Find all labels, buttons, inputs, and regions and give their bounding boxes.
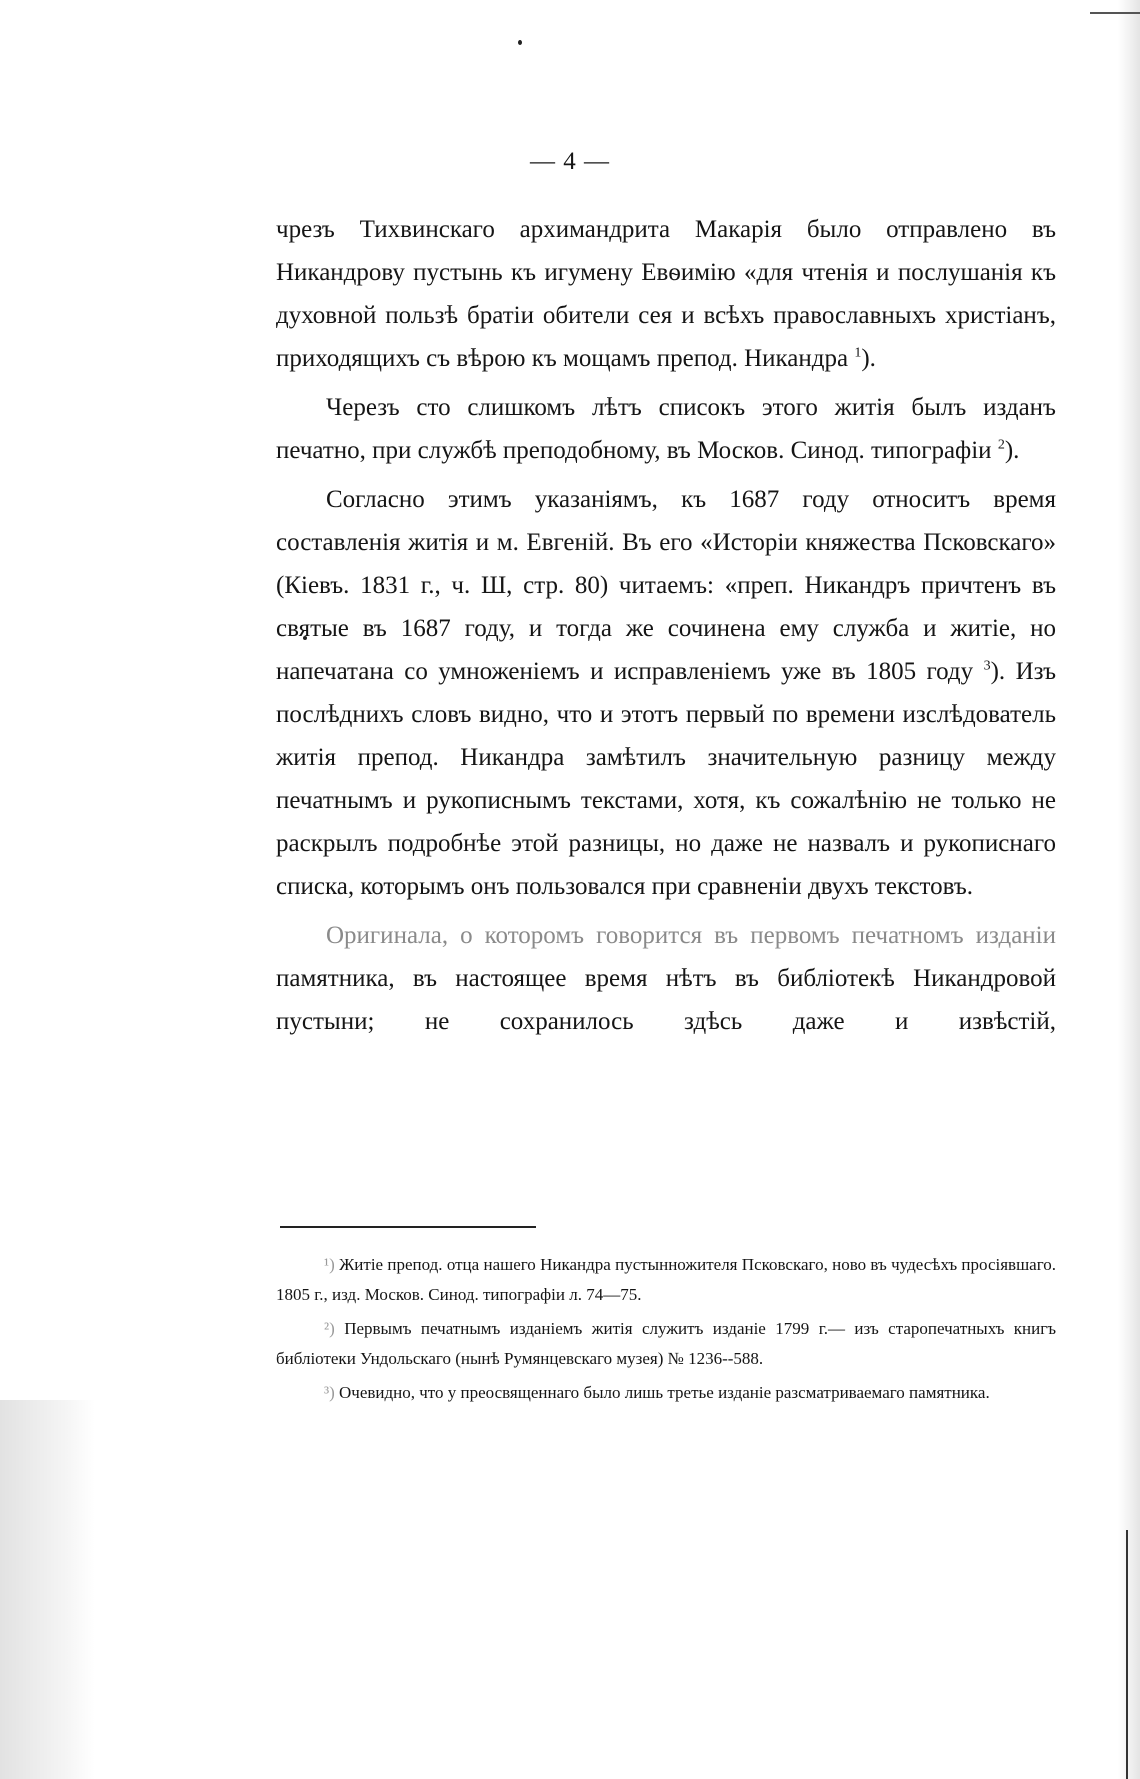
footnote-1-marker: ¹): [324, 1255, 335, 1274]
paragraph-1-text: чрезъ Тихвинскаго архимандрита Макарія было отправлено въ Никандрову пустынь къ игумену Евѳимію «для чтенія и послушанія къ духовной пользѣ братіи обители сея и всѣхъ православныхъ христіанъ, приходящихъ съ вѣрою къ мощамъ препод. Никандра: [276, 216, 1056, 372]
paragraph-4-faded-text: Оригинала, о которомъ говорится въ первомъ печатномъ изданіи: [326, 922, 1056, 949]
footnote-3-marker: ³): [324, 1383, 335, 1402]
scan-top-mark: [1090, 12, 1140, 14]
footnote-ref-3[interactable]: 3: [983, 658, 991, 674]
scan-speck: [518, 40, 522, 45]
footnote-2: [276, 1314, 1056, 1374]
paragraph-4-text: памятника, въ настоящее время нѣтъ въ библіотекѣ Никандровой пустыни; не сохранилось здѣсь даже и извѣстій,: [276, 965, 1056, 1035]
paragraph-1: [276, 208, 1056, 380]
footnote-3-text: Очевидно, что у преосвященнаго было лишь третье изданіе разсматриваемаго памятника.: [339, 1383, 990, 1402]
footnote-ref-1[interactable]: 1: [854, 345, 862, 361]
page-number: — 4 —: [530, 148, 610, 175]
paragraph-3-text-a: Согласно этимъ указаніямъ, къ 1687 году относитъ время составленія житія и м. Евгеній. Въ его «Исторіи княжества Псковскаго» (Кіевъ. 1831 г., ч. Ш, стр. 80) читаемъ: «преп. Никандръ причтенъ въ святые въ 1687 году, и тогда же сочинена ему служба и житіе, но напечатана со умноженіемъ и исправленіемъ уже въ 1805 году: [276, 486, 1056, 685]
footnote-2-marker: ²): [324, 1319, 335, 1338]
footnote-ref-2[interactable]: 2: [997, 437, 1005, 453]
paragraph-3: [276, 478, 1056, 908]
paragraph-3-text-b: ). Изъ послѣднихъ словъ видно, что и этотъ первый по времени изслѣдователь житія препод. Никандра замѣтилъ значительную разницу между печатнымъ и рукописнымъ текстами, хотя, къ сожалѣнію не только не раскрылъ подробнѣе этой разницы, но даже не назвалъ и рукописнаго списка, которымъ онъ пользовался при сравненіи двухъ текстовъ.: [276, 658, 1056, 900]
paragraph-2: [276, 386, 1056, 472]
body-text: [276, 208, 1056, 1049]
footnote-2-text: Первымъ печатнымъ изданіемъ житія служитъ изданіе 1799 г.— изъ старопечатныхъ книгъ библіотеки Ундольскаго (нынѣ Румянцевскаго музея) № 1236--588.: [276, 1319, 1056, 1368]
footnote-1: [276, 1250, 1056, 1310]
paragraph-4: [276, 914, 1056, 1043]
scan-shadow: [0, 1400, 95, 1779]
paragraph-2-text: Черезъ сто слишкомъ лѣтъ списокъ этого житія былъ изданъ печатно, при службѣ преподобному, въ Москов. Синод. типографіи: [276, 394, 1056, 464]
scan-edge-right: [1118, 0, 1140, 1779]
footnote-divider: [280, 1226, 536, 1228]
footnote-1-text: Житіе препод. отца нашего Никандра пустынножителя Псковскаго, ново въ чудесѣхъ просіявшаго. 1805 г., изд. Москов. Синод. типографіи л. 74—75.: [276, 1255, 1056, 1304]
paragraph-1-end: ).: [861, 345, 876, 372]
footnotes: [276, 1250, 1056, 1412]
footnote-3: [276, 1378, 1056, 1408]
paragraph-2-end: ).: [1004, 437, 1020, 464]
